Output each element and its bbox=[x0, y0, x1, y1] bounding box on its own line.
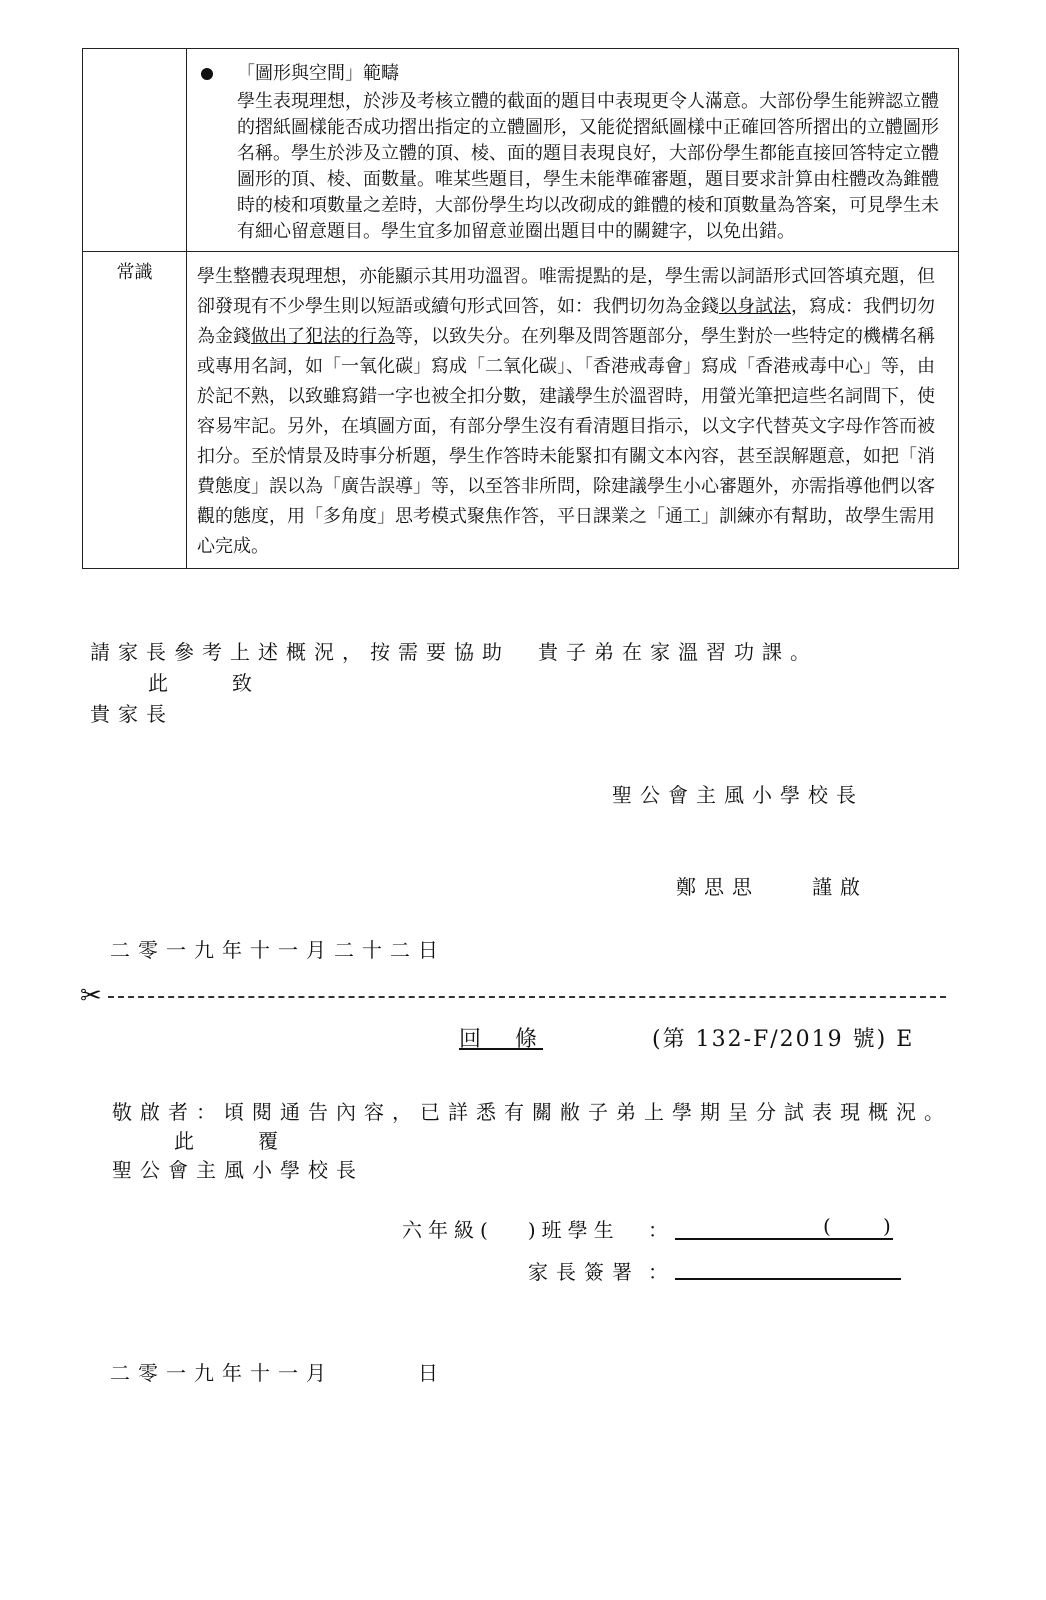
scissors-icon: ✂ bbox=[80, 981, 102, 1011]
letter-line: 貴家長 bbox=[90, 702, 174, 726]
cut-line bbox=[108, 996, 946, 998]
subject-cell bbox=[83, 49, 187, 252]
comment-text bbox=[197, 262, 944, 562]
comment-cell bbox=[187, 252, 959, 569]
colon: ： bbox=[648, 1260, 668, 1284]
subject-cell: 常識 bbox=[83, 252, 187, 569]
class-number-close: ) bbox=[883, 1214, 891, 1238]
parent-signature-label: 家長簽署 bbox=[528, 1260, 640, 1284]
student-label-class: )班學生 bbox=[527, 1218, 620, 1242]
signer-name: 鄭思思 bbox=[676, 875, 760, 899]
bullet-title: 「圖形與空間」範疇 bbox=[237, 63, 399, 84]
reply-line: 聖公會主風小學校長 bbox=[112, 1158, 364, 1182]
bullet-item bbox=[197, 59, 944, 89]
letter-line: 此 致 bbox=[148, 671, 260, 695]
reply-line: 敬啟者：頃閱通告內容，已詳悉有關敝子弟上學期呈分試表現概況。 bbox=[112, 1100, 952, 1124]
report-table bbox=[82, 48, 959, 569]
table-row bbox=[83, 49, 959, 252]
student-name-field[interactable] bbox=[675, 1212, 893, 1240]
letter-line: 請家長參考上述概況，按需要協助 貴子弟在家溫習功課。 bbox=[90, 640, 818, 664]
letter-date: 二零一九年十一月二十二日 bbox=[110, 938, 446, 962]
student-label-grade: 六年級( bbox=[402, 1218, 494, 1242]
comment-part: ，寫成：我們切勿為金錢 bbox=[197, 296, 935, 347]
underlined-example: 以身試法 bbox=[719, 296, 791, 317]
table-row bbox=[83, 252, 959, 569]
class-number-open: ( bbox=[823, 1214, 831, 1238]
bullet-icon bbox=[201, 68, 213, 80]
reply-line: 此 覆 bbox=[174, 1129, 286, 1153]
comment-text: 學生表現理想，於涉及考核立體的截面的題目中表現更令人滿意。大部份學生能辨認立體的摺紙圖樣能否成功摺出指定的立體圖形，又能從摺紙圖樣中正確回答所摺出的立體圖形名稱。學生於涉及立體的頂、棱、面的題目表現良好，大部份學生都能直接回答特定立體圖形的頂、棱、面數量。唯某些題目，學生未能準確審題，題目要求計算由柱體改為錐體時的棱和項數量之差時，大部份學生均以改砌成的錐體的棱和頂數量為答案，可見學生未有細心留意題目。學生宜多加留意並圈出題目中的關鍵字，以免出錯。 bbox=[237, 91, 939, 242]
signoff: 謹啟 bbox=[812, 875, 868, 899]
reply-date: 二零一九年十一月 日 bbox=[110, 1361, 446, 1385]
comment-part: 學生整體表現理想，亦能顯示其用功溫習。唯需提點的是，學生需以詞語形式回答填充題，但卻發現有不少學生則以短語或續句形式回答，如：我們切勿為金錢 bbox=[197, 266, 935, 317]
reply-title: 回 條 bbox=[459, 1027, 544, 1052]
student-label bbox=[402, 1214, 620, 1243]
underlined-example: 做出了犯法的行為 bbox=[251, 326, 395, 347]
comment-cell bbox=[187, 49, 959, 252]
reply-reference: (第 132-F/2019 號) E bbox=[652, 1027, 915, 1052]
colon: ： bbox=[648, 1218, 668, 1242]
comment-part: 等，以致失分。在列舉及問答題部分，學生對於一些特定的機構名稱或專用名詞，如「一氧化碳」寫成「二氧化碳」、「香港戒毒會」寫成「香港戒毒中心」等，由於記不熟，以致雖寫錯一字也被全扣分數，建議學生於溫習時，用螢光筆把這些名詞間下，使容易牢記。另外，在填圖方面，有部分學生沒有看清題目指示，以文字代替英文字母作答而被扣分。至於情景及時事分析題，學生作答時未能緊扣有關文本內容，甚至誤解題意，如把「消費態度」誤以為「廣告誤導」等，以至答非所問，除建議學生小心審題外，亦需指導他們以客觀的態度，用「多角度」思考模式聚焦作答，平日課業之「通工」訓練亦有幫助，故學生需用心完成。 bbox=[197, 326, 935, 557]
parent-signature-field[interactable] bbox=[675, 1252, 901, 1280]
sender-title: 聖公會主風小學校長 bbox=[612, 783, 864, 807]
